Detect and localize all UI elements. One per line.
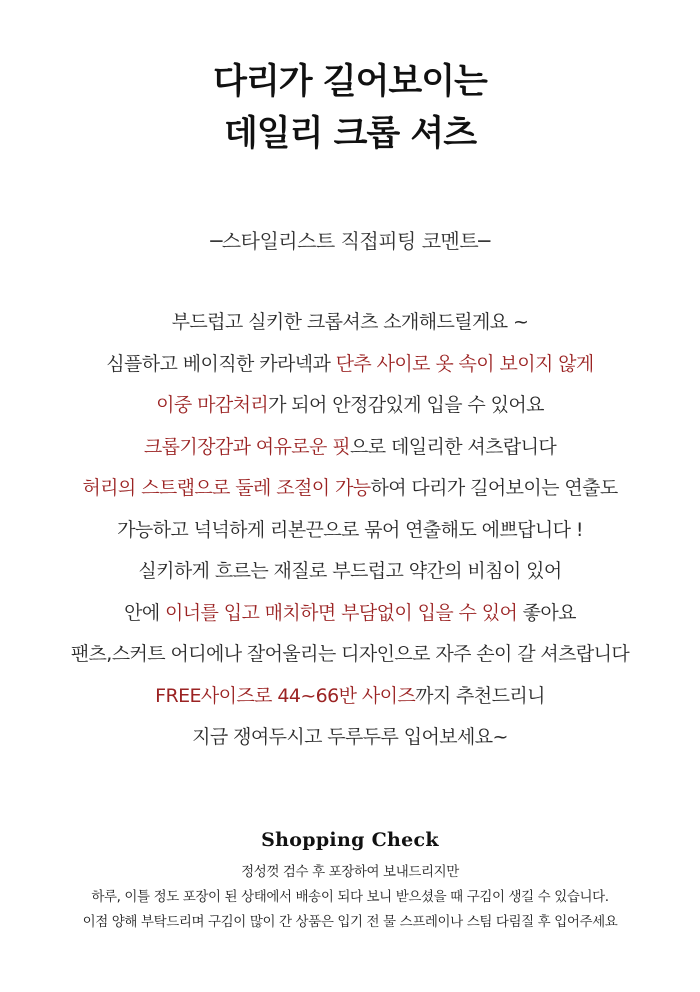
description-line <box>0 302 700 344</box>
description-text: 실키하게 흐르는 재질로 부드럽고 약간의 비침이 있어 <box>138 560 562 582</box>
description-line <box>0 676 700 718</box>
highlight-text: 이중 마감처리 <box>156 394 269 416</box>
description-line <box>0 344 700 386</box>
notice-line: 정성껏 검수 후 포장하여 보내드리지만 <box>241 864 459 880</box>
highlight-text: 허리의 스트랩으로 둘레 조절이 가능 <box>82 477 371 499</box>
title-line-2: 데일리 크롭 셔츠 <box>223 114 477 154</box>
description-line <box>0 551 700 593</box>
description-text: 심플하고 베이직한 카라넥과 <box>106 352 336 375</box>
page-title <box>0 56 700 160</box>
highlight-text: 크롭기장감과 여유로운 핏 <box>143 435 350 458</box>
description-text: 하여 다리가 길어보이는 연출도 <box>370 477 618 499</box>
description-text: 팬츠,스커트 어디에나 잘어울리는 디자인으로 자주 손이 갈 셔츠랍니다 <box>70 643 630 665</box>
description-text: 부드럽고 실키한 크롭셔츠 소개해드릴게요 ~ <box>171 311 529 333</box>
description-line <box>0 634 700 676</box>
shopping-check-notice <box>0 860 700 935</box>
description-text: 가능하고 넉넉하게 리본끈으로 묶어 연출해도 에쁘답니다 ! <box>117 518 583 541</box>
description-text: 지금 쟁여두시고 두루두루 입어보세요~ <box>192 726 508 748</box>
description-line <box>0 468 700 510</box>
description-text: 좋아요 <box>517 601 576 624</box>
highlight-text: FREE사이즈로 44~66반 사이즈 <box>155 684 416 707</box>
description-line <box>0 510 700 552</box>
product-description <box>0 302 700 759</box>
description-line <box>0 385 700 427</box>
description-text: 안에 <box>124 601 166 624</box>
description-text: 까지 추천드리니 <box>415 684 545 707</box>
description-text: 가 되어 안정감있게 입을 수 있어요 <box>268 394 544 416</box>
stylist-comment-heading: ─스타일리스트 직접피팅 코멘트─ <box>210 229 490 253</box>
description-line <box>0 427 700 469</box>
notice-line: 이점 양해 부탁드리며 구김이 많이 간 상품은 입기 전 물 스프레이나 스팀 다림질 후 입어주세요 <box>82 914 618 930</box>
title-line-1: 다리가 길어보이는 <box>213 62 487 102</box>
description-line <box>0 593 700 635</box>
highlight-text: 이너를 입고 매치하면 부담없이 입을 수 있어 <box>165 601 518 624</box>
notice-line: 하루, 이틀 정도 포장이 된 상태에서 배송이 되다 보니 받으셨을 때 구김이 생길 수 있습니다. <box>91 889 609 905</box>
description-line <box>0 717 700 759</box>
description-text: 으로 데일리한 셔츠랍니다 <box>350 435 557 458</box>
shopping-check-title: Shopping Check <box>261 829 439 851</box>
highlight-text: 단추 사이로 옷 속이 보이지 않게 <box>335 352 594 375</box>
